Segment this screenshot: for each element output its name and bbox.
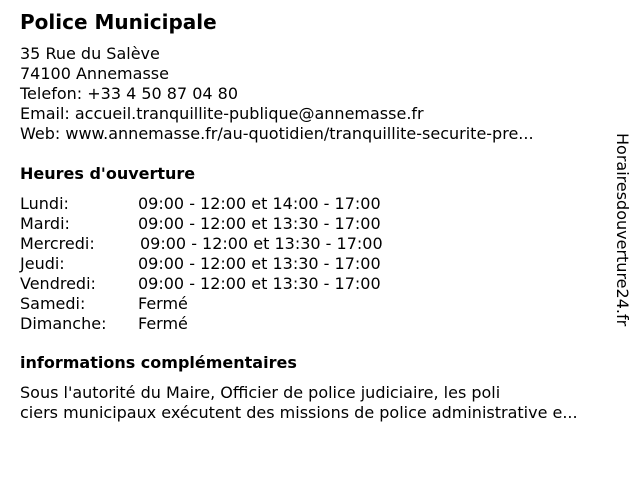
address-city: 74100 Annemasse [20,64,169,83]
day-label: Mercredi: [20,234,95,253]
day-hours: 09:00 - 12:00 et 13:30 - 17:00 [138,214,381,233]
day-label: Mardi: [20,214,70,233]
day-label: Lundi: [20,194,69,213]
day-hours: Fermé [138,294,188,313]
address-street: 35 Rue du Salève [20,44,160,63]
day-hours: 09:00 - 12:00 et 14:00 - 17:00 [138,194,381,213]
info-text [20,383,578,423]
phone-line: Telefon: +33 4 50 87 04 80 [20,84,239,103]
day-label: Vendredi: [20,274,96,293]
watermark-text: Horairesdouverture24.fr [613,133,632,327]
web-line: Web: www.annemasse.fr/au-quotidien/tranquillite-securite-pre... [20,124,534,143]
day-label: Jeudi: [20,254,65,273]
day-hours: 09:00 - 12:00 et 13:30 - 17:00 [138,274,381,293]
day-hours: Fermé [138,314,188,333]
day-label: Samedi: [20,294,86,313]
day-hours: 09:00 - 12:00 et 13:30 - 17:00 [138,254,381,273]
info-line-2: ciers municipaux exécutent des missions de police administrative e... [20,403,578,422]
info-line-1: Sous l'autorité du Maire, Officier de police judiciaire, les poli [20,383,501,402]
contact-block [20,44,534,144]
day-hours: 09:00 - 12:00 et 13:30 - 17:00 [140,234,383,253]
info-heading: informations complémentaires [20,353,297,372]
watermark [612,133,632,373]
page-title: Police Municipale [20,10,217,34]
hours-heading: Heures d'ouverture [20,164,196,183]
day-label: Dimanche: [20,314,107,333]
email-line: Email: accueil.tranquillite-publique@annemasse.fr [20,104,424,123]
